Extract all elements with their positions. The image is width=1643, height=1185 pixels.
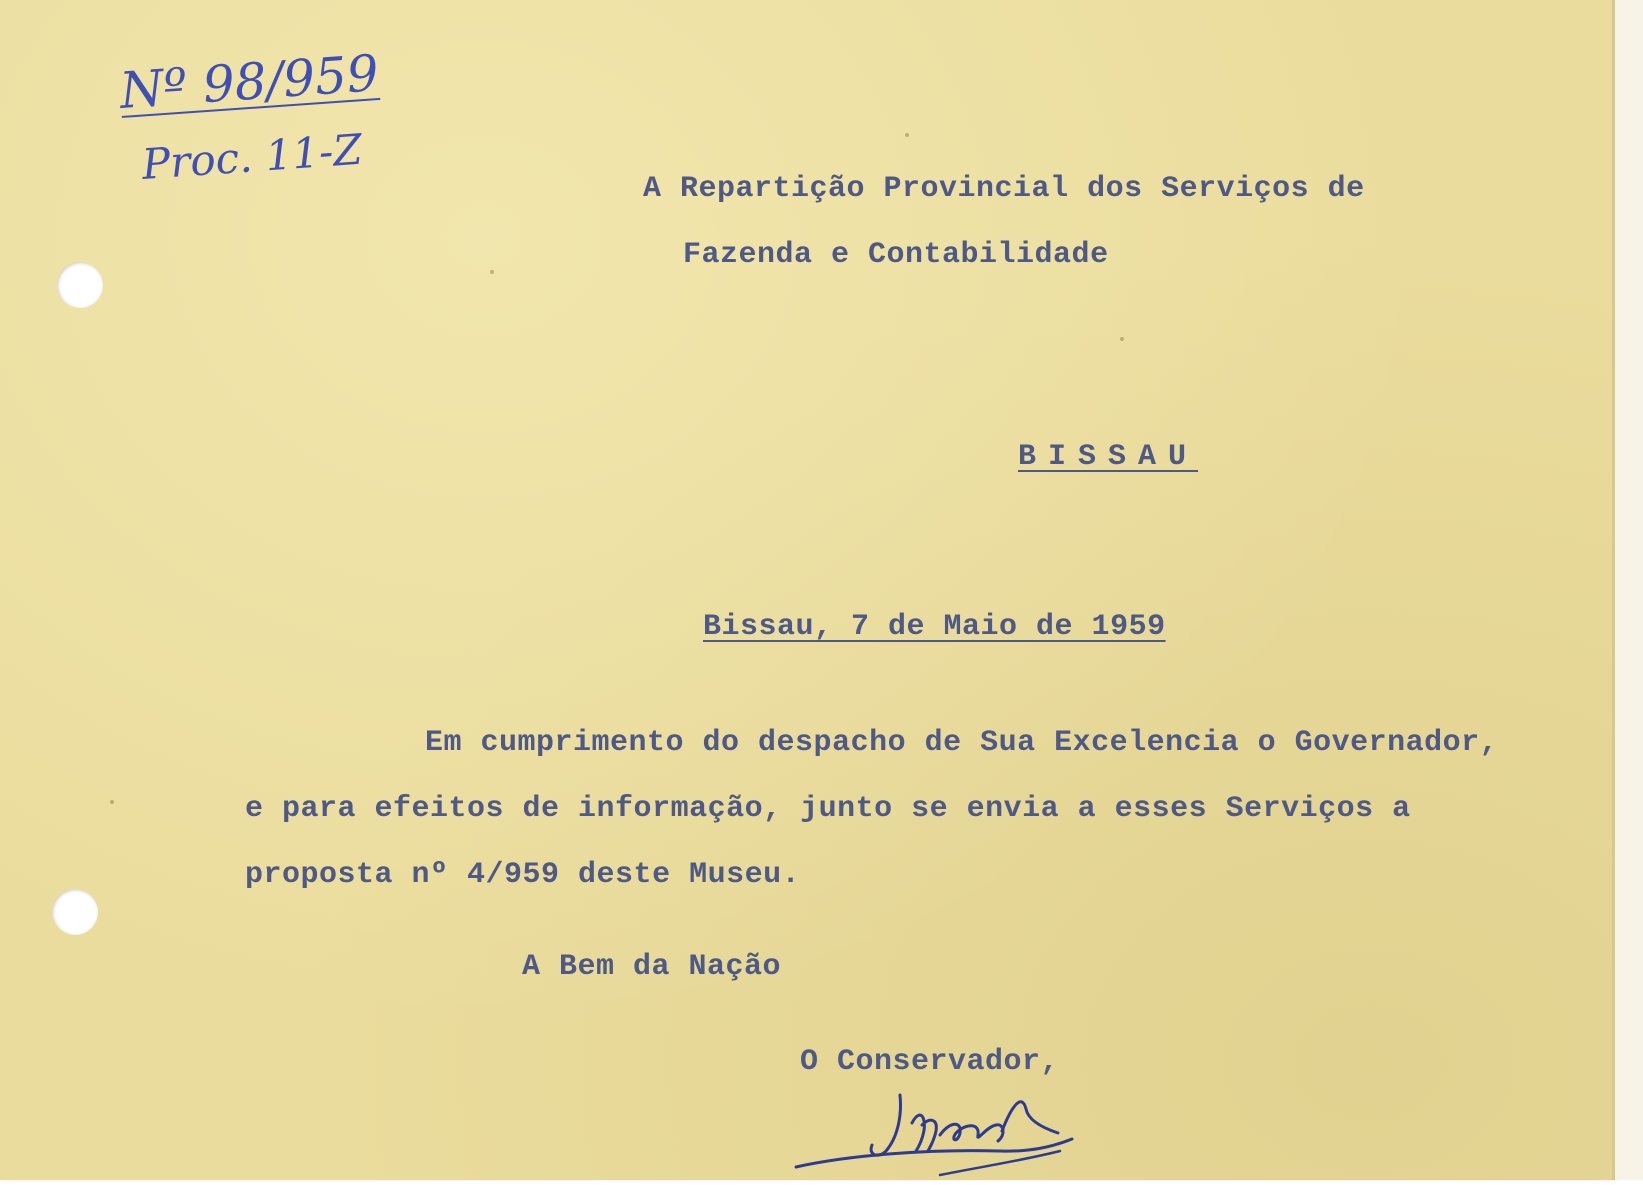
recipient-location: BISSAU <box>1018 440 1199 474</box>
scan-margin <box>1615 0 1643 1180</box>
body-line-1: Em cumprimento do despacho de Sua Excelencia o Governador, <box>425 726 1499 760</box>
handwritten-document-number: Nº 98/959 <box>117 43 381 120</box>
paper-speck <box>490 270 494 274</box>
punch-hole-bottom <box>52 889 98 935</box>
closing-salutation: A Bem da Nação <box>522 950 782 984</box>
recipient-line-2: Fazenda e Contabilidade <box>683 238 1109 272</box>
body-line-2: e para efeitos de informação, junto se envia a esses Serviços a <box>245 792 1411 826</box>
recipient-line-1: A Repartição Provincial dos Serviços de <box>643 172 1365 206</box>
handwritten-process-reference: Proc. 11-Z <box>140 124 364 189</box>
paper-speck <box>1120 337 1124 341</box>
paper-speck <box>110 800 114 804</box>
body-line-3: proposta nº 4/959 deste Museu. <box>245 858 801 892</box>
handwritten-signature-icon <box>790 1075 1090 1185</box>
signatory-title: O Conservador, <box>800 1045 1060 1079</box>
punch-hole-top <box>57 262 103 308</box>
date-line: Bissau, 7 de Maio de 1959 <box>703 610 1166 644</box>
paper-speck <box>905 133 909 137</box>
